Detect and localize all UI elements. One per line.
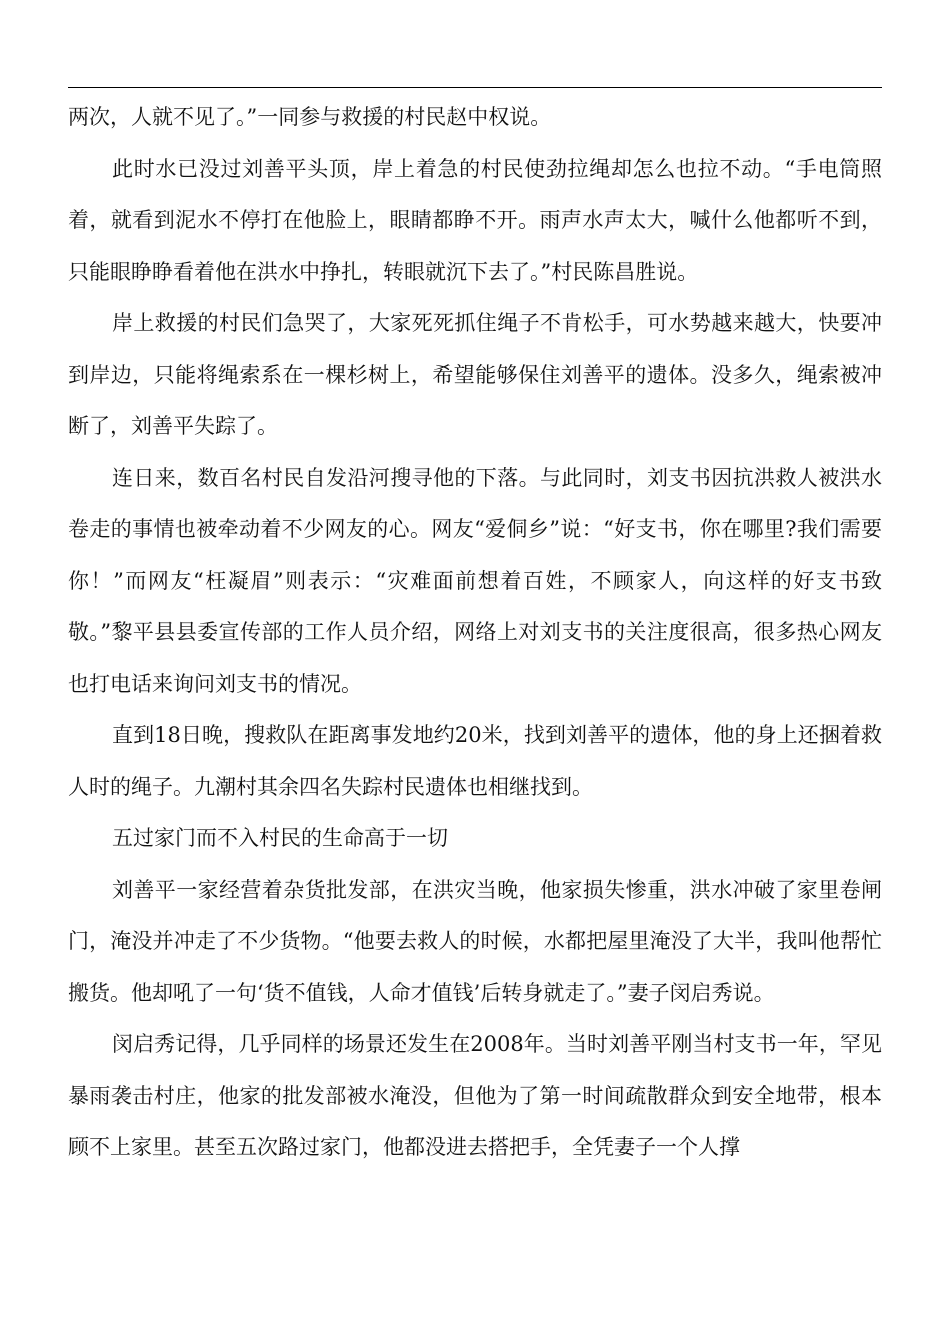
paragraph-continuation: 两次，人就不见了。”一同参与救援的村民赵中权说。 <box>68 105 552 129</box>
section-heading: 五过家门而不入村民的生命高于一切 <box>112 826 448 850</box>
paragraph: 刘善平一家经营着杂货批发部，在洪灾当晚，他家损失惨重，洪水冲破了家里卷闸门，淹没并冲走了不少货物。“他要去救人的时候，水都把屋里淹没了大半，我叫他帮忙搬货。他却吼了一句‘货不值钱，人命才值钱’后转身就走了。”妻子闵启秀说。 <box>68 877 882 1005</box>
header-rule <box>68 87 882 88</box>
paragraph: 直到18日晚，搜救队在距离事发地约20米，找到刘善平的遗体，他的身上还捆着救人时的绳子。九潮村其余四名失踪村民遗体也相继找到。 <box>68 723 882 799</box>
paragraph: 闵启秀记得，几乎同样的场景还发生在2008年。当时刘善平刚当村支书一年，罕见暴雨袭击村庄，他家的批发部被水淹没，但他为了第一时间疏散群众到安全地带，根本顾不上家里。甚至五次路过家门，他都没进去搭把手，全凭妻子一个人撑 <box>68 1032 882 1159</box>
paragraph: 岸上救援的村民们急哭了，大家死死抓住绳子不肯松手，可水势越来越大，快要冲到岸边，只能将绳索系在一棵杉树上，希望能够保住刘善平的遗体。没多久，绳索被冲断了，刘善平失踪了。 <box>68 311 882 438</box>
article-body <box>68 92 882 1174</box>
paragraph: 此时水已没过刘善平头顶，岸上着急的村民使劲拉绳却怎么也拉不动。“手电筒照着，就看到泥水不停打在他脸上，眼睛都睁不开。雨声水声太大，喊什么他都听不到，只能眼睁睁看着他在洪水中挣扎，转眼就沉下去了。”村民陈昌胜说。 <box>68 156 882 284</box>
paragraph: 连日来，数百名村民自发沿河搜寻他的下落。与此同时，刘支书因抗洪救人被洪水卷走的事情也被牵动着不少网友的心。网友“爱侗乡”说：“好支书，你在哪里?我们需要你！”而网友“枉凝眉”则表示：“灾难面前想着百姓，不顾家人，向这样的好支书致敬。”黎平县县委宣传部的工作人员介绍，网络上对刘支书的关注度很高，很多热心网友也打电话来询问刘支书的情况。 <box>68 465 882 696</box>
